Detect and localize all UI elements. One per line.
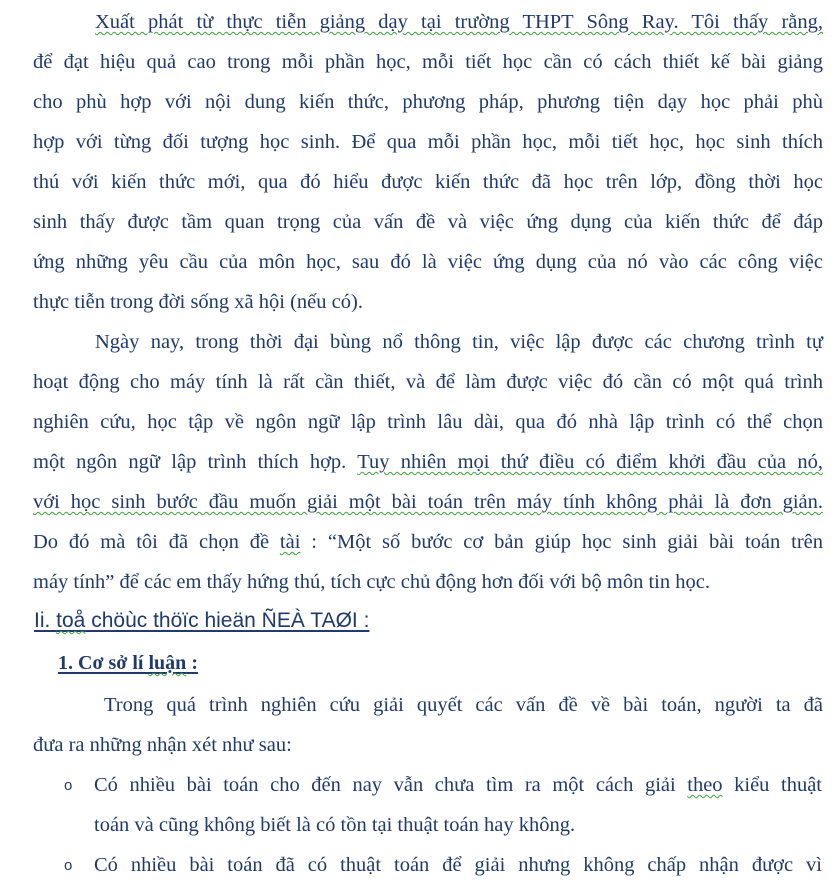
paragraph-1-line-6: sinh thấy được tầm quan trọng của vấn đề và việc ứng dụng của kiến thức để đáp <box>33 211 823 233</box>
subheading-text-end: : <box>186 652 198 674</box>
text-run: Do đó mà tôi đã chọn đề <box>33 531 280 553</box>
heading-text: chöùc thöïc hieän ÑEÀ TAØI : <box>85 609 370 632</box>
spellcheck-squiggly-text: theo <box>687 774 723 796</box>
text-run: Có nhiều bài toán cho đến nay vẫn chưa tìm ra một cách giải <box>94 774 688 796</box>
paragraph-3-line-1: Trong quá trình nghiên cứu giải quyết các vấn đề về bài toán, người ta đã <box>104 694 823 716</box>
section-heading <box>34 606 369 636</box>
bullet-marker-icon: o <box>64 857 73 874</box>
paragraph-2-line-2: hoạt động cho máy tính là rất cần thiết, và để làm được việc đó cần có một quá trình <box>33 371 823 393</box>
spellcheck-squiggly-text: toå <box>56 609 86 632</box>
subsection-heading <box>58 648 198 678</box>
paragraph-2-line-6 <box>33 522 823 562</box>
text-run: : “Một số bước cơ bản giúp học sinh giải bài toán trên <box>300 531 823 553</box>
paragraph-1-line-1 <box>95 2 823 42</box>
spellcheck-squiggly-text: Tuy nhiên mọi thứ điều có điểm khởi đầu của nó, <box>357 451 823 473</box>
paragraph-1-line-4: hợp với từng đối tượng học sinh. Để qua mỗi phần học, mỗi tiết học, học sinh thích <box>33 131 823 153</box>
heading-prefix: Ii. <box>34 609 57 632</box>
paragraph-1-line-3: cho phù hợp với nội dung kiến thức, phương pháp, phương tiện dạy học phải phù <box>33 91 823 113</box>
paragraph-2-line-5 <box>33 482 823 522</box>
text-run: kiểu thuật <box>722 774 822 796</box>
subheading-text: 1. Cơ sở lí <box>58 652 149 674</box>
bullet-marker-icon: o <box>64 777 73 794</box>
bullet-2-line-1: Có nhiều bài toán đã có thuật toán để giải nhưng không chấp nhận được vì <box>94 854 822 876</box>
paragraph-1-line-8: thực tiễn trong đời sống xã hội (nếu có). <box>33 291 363 313</box>
spellcheck-squiggly-text: Xuất phát từ thực tiễn giảng dạy tại trường THPT Sông Ray. Tôi thấy rằng, <box>95 11 823 33</box>
paragraph-2-line-3: nghiên cứu, học tập về ngôn ngữ lập trình lâu dài, qua đó nhà lập trình có thể chọn <box>33 411 823 433</box>
bullet-1-line-1 <box>94 765 822 805</box>
paragraph-1-line-7: ứng những yêu cầu của môn học, sau đó là việc ứng dụng của nó vào các công việc <box>33 251 823 273</box>
paragraph-1-line-5: thú với kiến thức mới, qua đó hiểu được kiến thức đã học trên lớp, đồng thời học <box>33 171 823 193</box>
spellcheck-squiggly-text: luận <box>148 652 187 674</box>
bullet-1-line-2: toán và cũng không biết là có tồn tại thuật toán hay không. <box>94 814 576 836</box>
paragraph-1-line-2: để đạt hiệu quả cao trong mỗi phần học, mỗi tiết học cần có cách thiết kế bài giảng <box>33 51 823 73</box>
spellcheck-squiggly-text: tài <box>279 531 301 553</box>
spellcheck-squiggly-text: với học sinh bước đầu muốn giải một bài toán trên máy tính không phải là đơn giản. <box>33 491 823 513</box>
paragraph-2-line-4 <box>33 442 823 482</box>
paragraph-3-line-2: đưa ra những nhận xét như sau: <box>33 734 292 756</box>
text-run: một ngôn ngữ lập trình thích hợp. <box>33 451 358 473</box>
paragraph-2-line-7: máy tính” để các em thấy hứng thú, tích cực chủ động hơn đối với bộ môn tin học. <box>33 571 710 593</box>
paragraph-2-line-1: Ngày nay, trong thời đại bùng nổ thông tin, việc lập được các chương trình tự <box>95 331 823 353</box>
